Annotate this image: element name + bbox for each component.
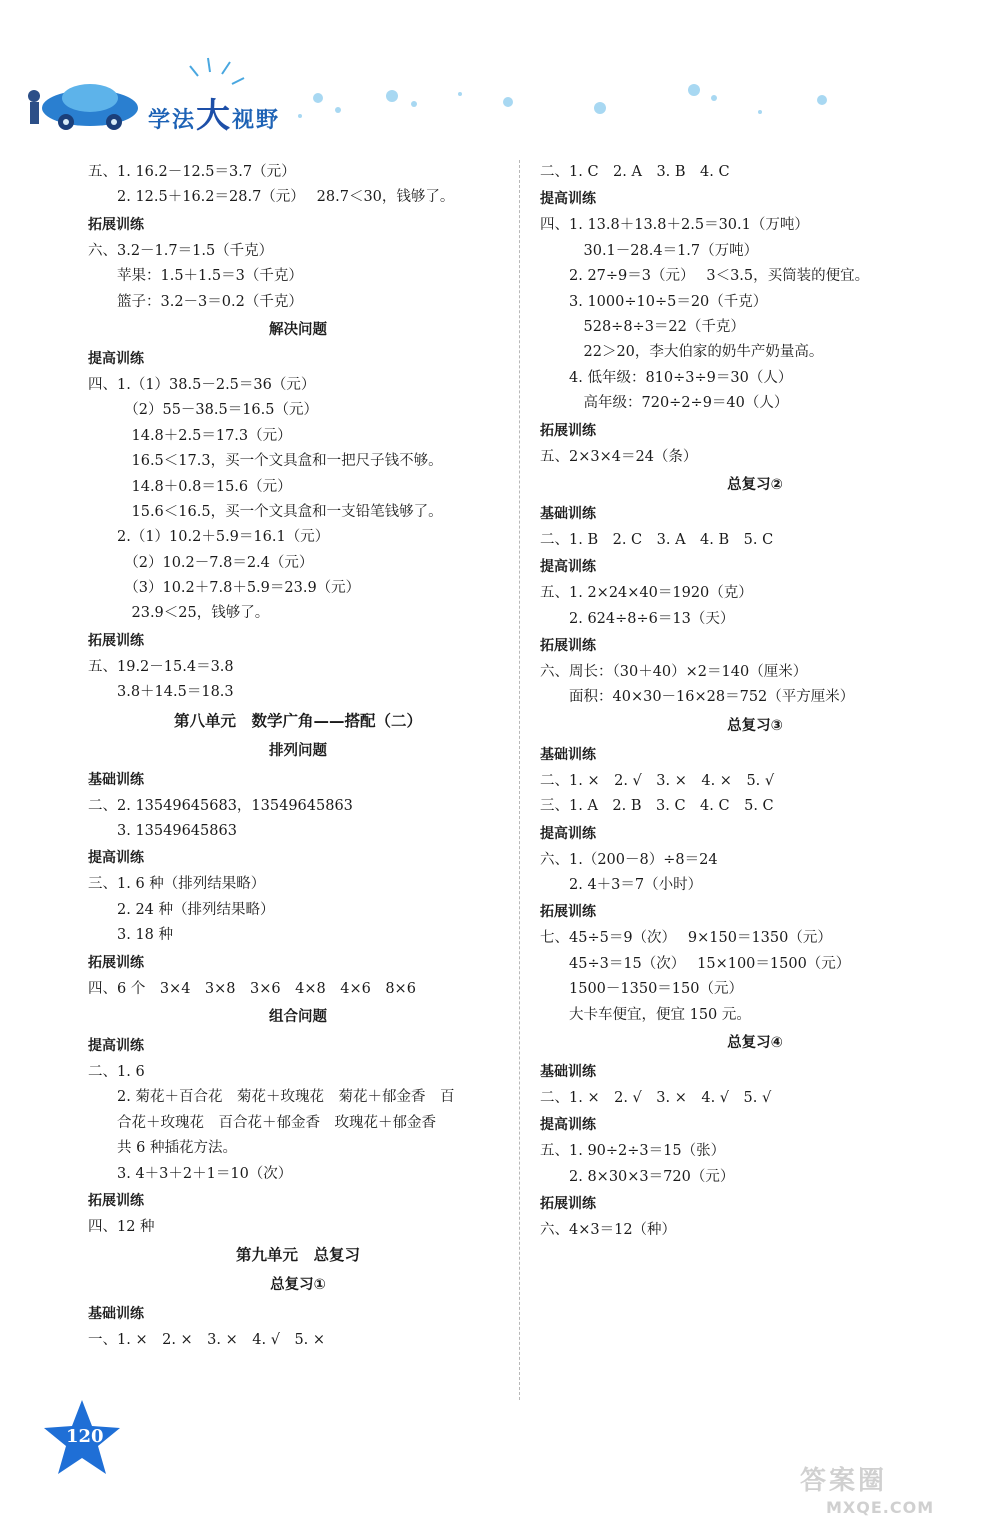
page-header — [0, 0, 1000, 150]
topic-title: 排列问题 — [269, 742, 327, 759]
logo-title: 学法大视野 — [148, 96, 281, 136]
answer-column-left — [88, 160, 508, 1354]
answer-line: 面积：40×30－16×28＝752（平方厘米） — [540, 689, 855, 706]
answer-line: 合花＋玫瑰花 百合花＋郁金香 玫瑰花＋郁金香 — [88, 1114, 436, 1131]
answer-line: 14.8＋0.8＝15.6（元） — [88, 478, 292, 495]
answer-line: 2. 12.5＋16.2＝28.7（元） 28.7＜30，钱够了。 — [88, 189, 455, 206]
answer-line: 六、4×3＝12（种） — [540, 1222, 677, 1239]
topic-title: 总复习③ — [727, 717, 783, 734]
section-heading: 基础训练 — [88, 1306, 144, 1323]
answer-line: 2. 8×30×3＝720（元） — [540, 1168, 735, 1185]
answer-line: 16.5＜17.3，买一个文具盒和一把尺子钱不够。 — [88, 453, 443, 470]
answer-line: 3.8＋14.5＝18.3 — [88, 684, 234, 701]
section-heading: 提高训练 — [88, 850, 144, 867]
answer-line: 2.（1）10.2＋5.9＝16.1（元） — [88, 529, 330, 546]
section-heading: 提高训练 — [540, 1117, 596, 1134]
section-heading: 基础训练 — [540, 505, 596, 522]
answer-line: 五、1. 90÷2÷3＝15（张） — [540, 1143, 726, 1160]
topic-title: 第九单元 总复习 — [235, 1246, 360, 1265]
answer-line: 528÷8÷3＝22（千克） — [540, 318, 745, 335]
answer-line: 23.9＜25，钱够了。 — [88, 605, 270, 622]
answer-line: 30.1－28.4＝1.7（万吨） — [540, 242, 759, 259]
answer-line: 2. 4＋3＝7（小时） — [540, 877, 703, 894]
answer-line: 二、1. × 2. √ 3. × 4. × 5. √ — [540, 772, 775, 789]
answer-line: 大卡车便宜，便宜 150 元。 — [540, 1006, 751, 1023]
answer-line: 2. 624÷8÷6＝13（天） — [540, 610, 735, 627]
answer-line: 五、1. 2×24×40＝1920（克） — [540, 585, 753, 602]
answer-column-right — [540, 160, 970, 1244]
answer-line: 15.6＜16.5，买一个文具盒和一支铅笔钱够了。 — [88, 503, 443, 520]
answer-line: 四、1.（1）38.5－2.5＝36（元） — [88, 376, 316, 393]
answer-line: 3. 4＋3＋2＋1＝10（次） — [88, 1165, 293, 1182]
answer-line: 六、1.（200－8）÷8＝24 — [540, 851, 718, 868]
answer-line: 二、1. × 2. √ 3. × 4. √ 5. √ — [540, 1089, 772, 1106]
answer-line: 二、1. B 2. C 3. A 4. B 5. C — [540, 531, 774, 548]
section-heading: 基础训练 — [540, 746, 596, 763]
answer-line: 四、1. 13.8＋13.8＋2.5＝30.1（万吨） — [540, 217, 809, 234]
section-heading: 拓展训练 — [88, 632, 144, 649]
answer-line: 2. 菊花＋百合花 菊花＋玫瑰花 菊花＋郁金香 百 — [88, 1089, 455, 1106]
column-divider — [519, 160, 520, 1400]
topic-title: 总复习④ — [727, 1034, 783, 1051]
section-heading: 提高训练 — [88, 1037, 144, 1054]
section-heading: 拓展训练 — [540, 422, 596, 439]
answer-line: 三、1. 6 种（排列结果略） — [88, 876, 266, 893]
page-number: 120 — [66, 1426, 104, 1447]
answer-line: 六、3.2－1.7＝1.5（千克） — [88, 242, 274, 259]
section-heading: 基础训练 — [540, 1063, 596, 1080]
section-heading: 提高训练 — [540, 191, 596, 208]
section-heading: 拓展训练 — [540, 638, 596, 655]
section-heading: 拓展训练 — [540, 904, 596, 921]
answer-line: 五、2×3×4＝24（条） — [540, 448, 698, 465]
answer-line: 二、1. 6 — [88, 1063, 145, 1080]
section-heading: 提高训练 — [540, 825, 596, 842]
answer-line: 4. 低年级：810÷3÷9＝30（人） — [540, 369, 793, 386]
answer-line: 3. 1000÷10÷5＝20（千克） — [540, 293, 768, 310]
answer-line: 四、12 种 — [88, 1218, 155, 1235]
section-heading: 提高训练 — [88, 350, 144, 367]
topic-title: 第八单元 数学广角——搭配（二） — [173, 711, 422, 730]
answer-line: 14.8＋2.5＝17.3（元） — [88, 427, 292, 444]
answer-line: 2. 27÷9＝3（元） 3＜3.5，买筒装的便宜。 — [540, 268, 870, 285]
answer-line: 三、1. A 2. B 3. C 4. C 5. C — [540, 798, 774, 815]
answer-line: 共 6 种插花方法。 — [88, 1140, 237, 1157]
answer-line: （2）55－38.5＝16.5（元） — [88, 402, 318, 419]
answer-line: 1500－1350＝150（元） — [540, 981, 743, 998]
answer-line: 高年级：720÷2÷9＝40（人） — [540, 395, 789, 412]
answer-line: 二、1. C 2. A 3. B 4. C — [540, 164, 730, 180]
answer-line: 苹果：1.5＋1.5＝3（千克） — [88, 268, 303, 285]
answer-line: 二、2. 13549645683，13549645863 — [88, 797, 353, 814]
answer-line: 五、19.2－15.4＝3.8 — [88, 658, 234, 675]
section-heading: 提高训练 — [540, 559, 596, 576]
answer-line: 45÷3＝15（次） 15×100＝1500（元） — [540, 955, 851, 972]
answer-line: 六、周长：（30＋40）×2＝140（厘米） — [540, 664, 808, 681]
topic-title: 总复习② — [727, 476, 783, 493]
answer-line: 篮子：3.2－3＝0.2（千克） — [88, 293, 303, 310]
answer-line: （3）10.2＋7.8＋5.9＝23.9（元） — [88, 580, 361, 597]
answer-line: 七、45÷5＝9（次） 9×150＝1350（元） — [540, 930, 832, 947]
section-heading: 拓展训练 — [540, 1196, 596, 1213]
answer-line: 2. 24 种（排列结果略） — [88, 901, 275, 918]
answer-line: 3. 18 种 — [88, 927, 174, 944]
answer-line: 一、1. × 2. × 3. × 4. √ 5. × — [88, 1332, 326, 1349]
section-heading: 拓展训练 — [88, 216, 144, 233]
section-heading: 拓展训练 — [88, 1192, 144, 1209]
section-heading: 拓展训练 — [88, 954, 144, 971]
answer-line: 四、6 个 3×4 3×8 3×6 4×8 4×6 8×6 — [88, 980, 416, 997]
answer-line: 五、1. 16.2－12.5＝3.7（元） — [88, 164, 296, 180]
topic-title: 总复习① — [270, 1277, 326, 1294]
topic-title: 解决问题 — [269, 321, 327, 338]
answer-line: （2）10.2－7.8＝2.4（元） — [88, 554, 314, 571]
topic-title: 组合问题 — [269, 1008, 327, 1025]
section-heading: 基础训练 — [88, 771, 144, 788]
watermark-url: MXQE.COM — [826, 1498, 935, 1517]
answer-line: 3. 13549645863 — [88, 823, 237, 840]
car-logo-icon — [20, 72, 140, 132]
answer-line: 22＞20，李大伯家的奶牛产奶量高。 — [540, 344, 824, 361]
watermark: 答案圈 — [800, 1466, 888, 1496]
